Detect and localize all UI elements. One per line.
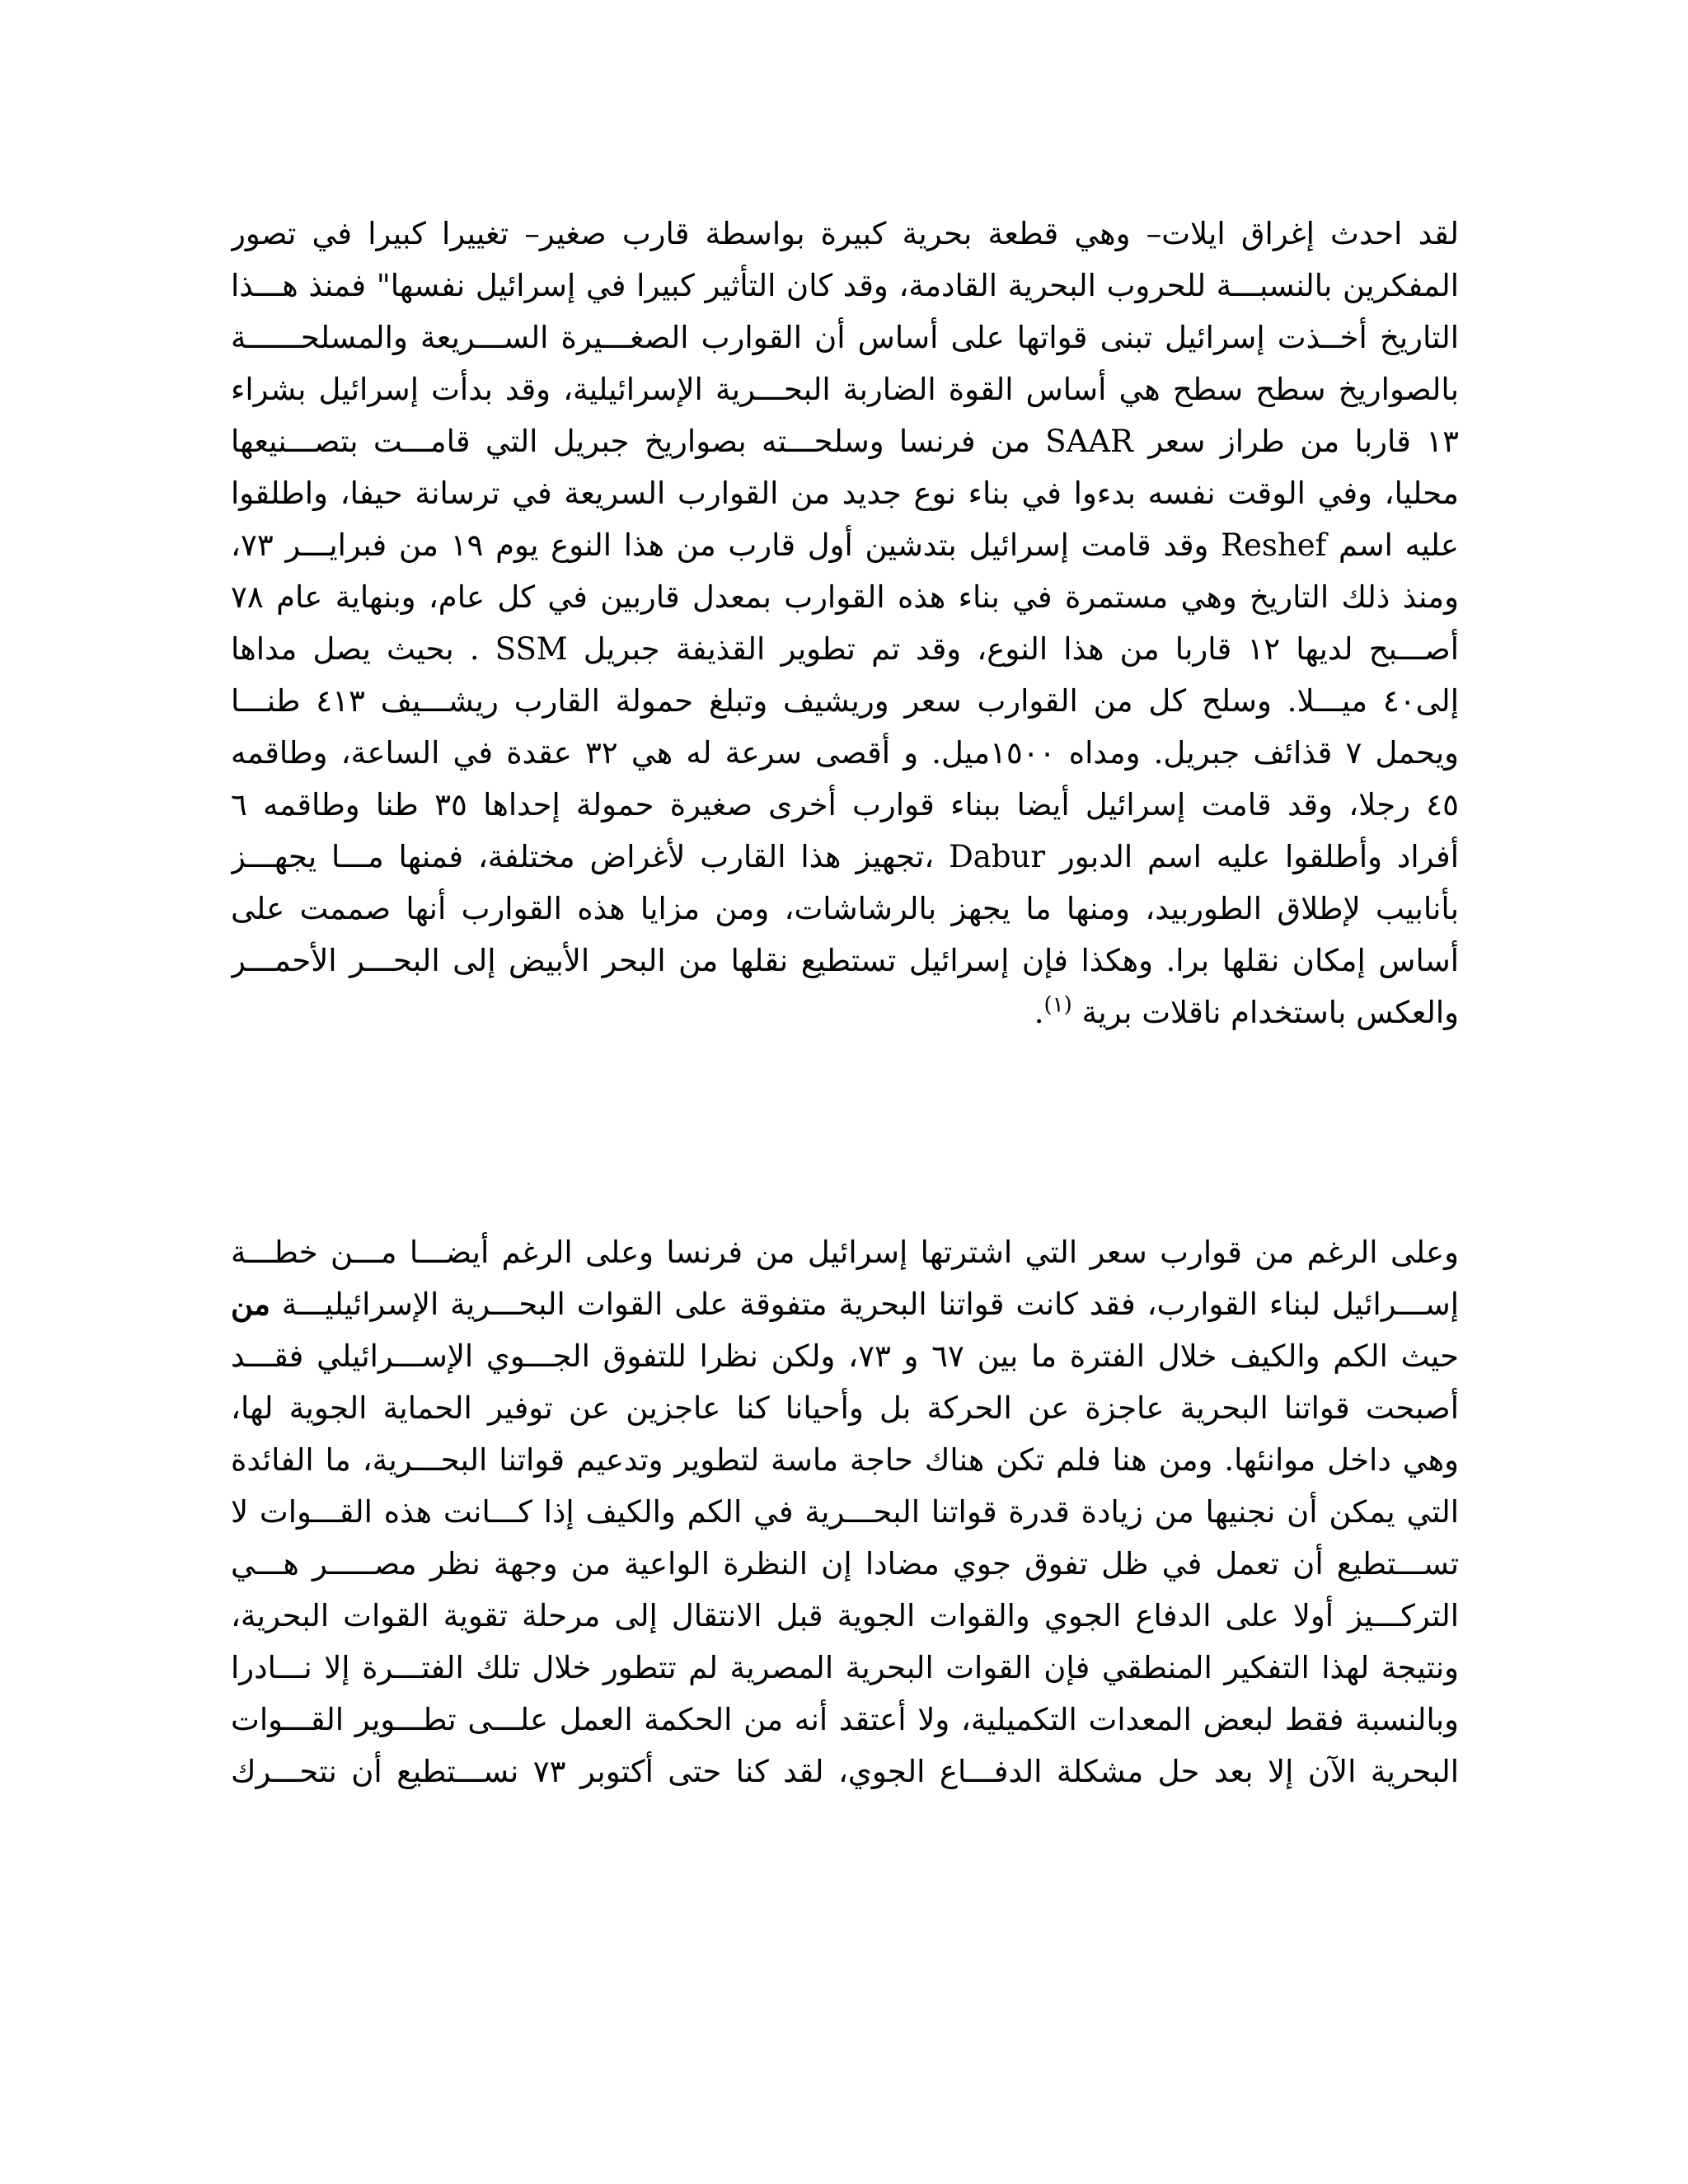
- paragraph-1: [231, 208, 1459, 1038]
- paragraph-line: ويحمل ٧ قذائف جبريل. ومداه ١٥٠٠ميل. و أقصى سرعة له هي ٣٢ عقدة في الساعة، وطاقمه: [231, 735, 1459, 771]
- paragraph-line: لقد احدث إغراق ايلات– وهي قطعة بحرية كبيرة بواسطة قارب صغير– تغييرا كبيرا في تصور: [231, 216, 1459, 251]
- line-text: إســـرائيل لبناء القوارب، فقد كانت قواتنا البحرية متفوقة على القوات البحـــرية الإسرائيليـــة: [281, 1286, 1459, 1322]
- paragraph-line: محليا، وفي الوقت نفسه بدءوا في بناء نوع جديد من القوارب السريعة في ترسانة حيفا، واطلقوا: [231, 476, 1459, 511]
- paragraph-line: تســـتطيع أن تعمل في ظل تفوق جوي مضادا إن النظرة الواعية من وجهة نظر مصـــــر هـــي: [231, 1546, 1459, 1582]
- paragraph-2: [231, 1226, 1459, 1797]
- paragraph-line: إلى٤٠ ميـــلا. وسلح كل من القوارب سعر وريشيف وتبلغ حمولة القارب ريشـــيف ٤١٣ طنـــا: [231, 683, 1459, 719]
- paragraph-line: التاريخ أخــذت إسرائيل تبنى قواتها على أساس أن القوارب الصغـــيرة الســـريعة والمسلحــــــة: [231, 320, 1459, 355]
- paragraph-line: [231, 1278, 1459, 1330]
- footnote-reference[interactable]: (١): [1043, 992, 1072, 1018]
- paragraph-line: وهي داخل موانئها. ومن هنا فلم تكن هناك حاجة ماسة لتطوير وتدعيم قواتنا البحـــرية، ما الفائدة: [231, 1442, 1459, 1478]
- paragraph-line: أساس إمكان نقلها برا. وهكذا فإن إسرائيل تستطيع نقلها من البحر الأبيض إلى البحـــر الأحمـــر: [231, 943, 1459, 978]
- paragraph-line: البحرية الآن إلا بعد حل مشكلة الدفـــاع الجوي، لقد كنا حتى أكتوبر ٧٣ نســـتطيع أن نتحـــرك: [231, 1754, 1459, 1789]
- paragraph-line: المفكرين بالنسبـــة للحروب البحرية القادمة، وقد كان التأثير كبيرا في إسرائيل نفسها" فمنذ هـــذا: [231, 268, 1459, 303]
- line-text: والعكس باستخدام ناقلات برية: [1081, 995, 1459, 1030]
- paragraph-line: أصـــبح لديها ١٢ قاربا من هذا النوع، وقد تم تطوير القذيفة جبريل SSM . بحيث يصل مداها: [231, 631, 1459, 667]
- paragraph-line: عليه اسم Reshef وقد قامت إسرائيل بتدشين أول قارب من هذا النوع يوم ١٩ من فبرايـــر ٧٣،: [231, 527, 1459, 563]
- paragraph-line: التي يمكن أن نجنيها من زيادة قدرة قواتنا البحـــرية في الكم والكيف إذا كـــانت هذه القـــوات لا: [231, 1494, 1459, 1530]
- paragraph-line: التركـــيز أولا على الدفاع الجوي والقوات الجوية قبل الانتقال إلى مرحلة تقوية القوات البحرية،: [231, 1598, 1459, 1633]
- bold-word: من: [231, 1286, 270, 1322]
- sentence-end: .: [1034, 995, 1044, 1030]
- paragraph-line: بأنابيب لإطلاق الطوربيد، ومنها ما يجهز بالرشاشات، ومن مزايا هذه القوارب أنها صممت على: [231, 891, 1459, 926]
- paragraph-line: ٤٥ رجلا، وقد قامت إسرائيل أيضا ببناء قوارب أخرى صغيرة حمولة إحداها ٣٥ طنا وطاقمه ٦: [231, 787, 1459, 823]
- paragraph-line: ونتيجة لهذا التفكير المنطقي فإن القوات البحرية المصرية لم تتطور خلال تلك الفتـــرة إلا نـــادرا: [231, 1650, 1459, 1685]
- paragraph-line: وبالنسبة فقط لبعض المعدات التكميلية، ولا أعتقد أنه من الحكمة العمل علـــى تطـــوير القـــوات: [231, 1702, 1459, 1737]
- paragraph-line: ١٣ قاربا من طراز سعر SAAR من فرنسا وسلحـــته بصواريخ جبريل التي قامـــت بتصـــنيعها: [231, 424, 1459, 459]
- paragraph-line: بالصواريخ سطح سطح هي أساس القوة الضاربة البحـــرية الإسرائيلية، وقد بدأت إسرائيل بشراء: [231, 372, 1459, 407]
- paragraph-line: وعلى الرغم من قوارب سعر التي اشترتها إسرائيل من فرنسا وعلى الرغم أيضـــا مـــن خطـــة: [231, 1235, 1459, 1270]
- paragraph-line: أفراد وأطلقوا عليه اسم الدبور Dabur ،تجهيز هذا القارب لأغراض مختلفة، فمنها مـــا يجهـــز: [231, 839, 1459, 874]
- paragraph-line: أصبحت قواتنا البحرية عاجزة عن الحركة بل وأحيانا كنا عاجزين عن توفير الحماية الجوية لها،: [231, 1390, 1459, 1426]
- paragraph-line: حيث الكم والكيف خلال الفترة ما بين ٦٧ و ٧٣، ولكن نظرا للتفوق الجـــوي الإســـرائيلي فقـــد: [231, 1338, 1459, 1374]
- paragraph-last-line: [231, 987, 1459, 1038]
- paragraph-line: ومنذ ذلك التاريخ وهي مستمرة في بناء هذه القوارب بمعدل قاربين في كل عام، وبنهاية عام ٧٨: [231, 579, 1459, 615]
